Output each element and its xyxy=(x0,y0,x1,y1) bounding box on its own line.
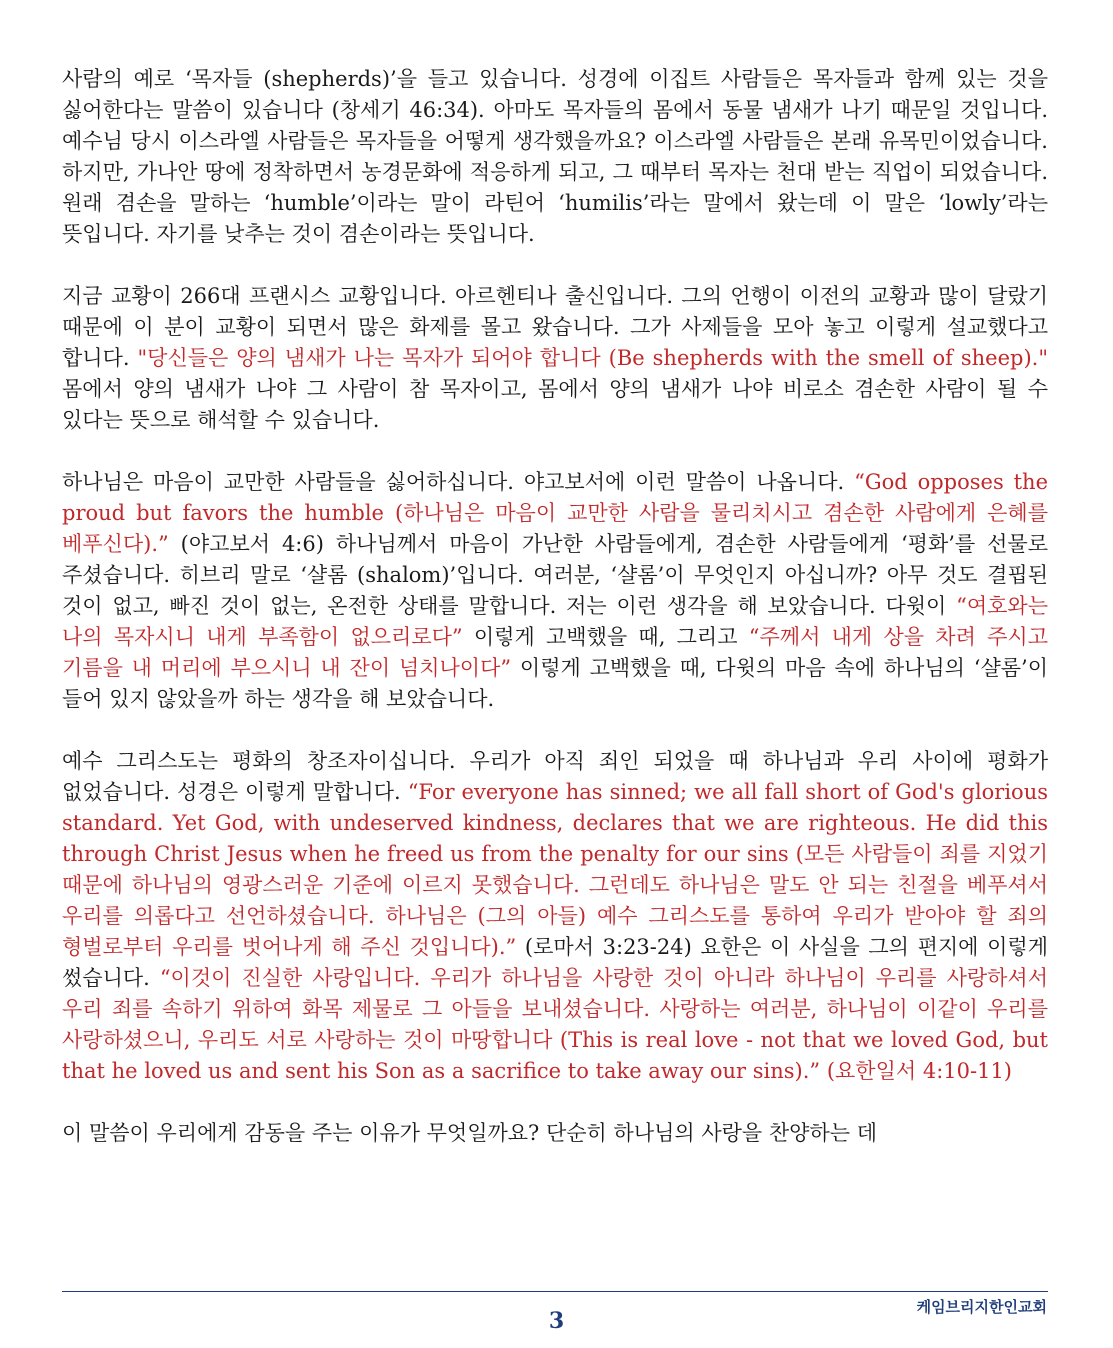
body-text: 이렇게 고백했을 때, 다윗의 마음 속에 하나님의 ‘샬롬’이 들어 있지 않았을까 하는 생각을 해 보았습니다. xyxy=(62,656,1048,711)
scripture-quote: “이것이 진실한 사랑입니다. 우리가 하나님을 사랑한 것이 아니라 하나님이 우리를 사랑하셔서 우리 죄를 속하기 위하여 화목 제물로 그 아들을 보내셨습니다. 사랑하는 여러분, 하나님이 이같이 우리를 사랑하셨으니, 우리도 서로 사랑하는 것이 마땅합니다 (This is real love - not that we loved God, but that he loved us and sent his Son as a sacrifice to take away our sins).” xyxy=(62,966,1048,1083)
body-text: 몸에서 양의 냄새가 나야 그 사람이 참 목자이고, 몸에서 양의 냄새가 나야 비로소 겸손한 사람이 될 수 있다는 뜻으로 해석할 수 있습니다. xyxy=(62,377,1048,432)
body-text: (로마서 3:23-24) 요한은 이 사실을 그의 편지에 이렇게 썼습니다. xyxy=(62,935,1048,990)
scripture-quote: “For everyone has sinned; we all fall short of God's glorious standard. Yet God, with undeserved kindness, declares that we are righteous. He did this through Christ Jesus when he freed us from the penalty for our sins (모든 사람들이 죄를 지었기 때문에 하나님의 영광스러운 기준에 이르지 못했습니다. 그런데도 하나님은 말도 안 되는 친절을 베푸셔서 우리를 의롭다고 선언하셨습니다. 하나님은 (그의 아들) 예수 그리스도를 통하여 우리가 받아야 할 죄의 형벌로부터 우리를 벗어나게 해 주신 것입니다).” xyxy=(62,780,1048,959)
scripture-quote: (요한일서 4:10-11) xyxy=(820,1059,1012,1083)
body-text: 예수 그리스도는 평화의 창조자이십니다. 우리가 아직 죄인 되었을 때 하나님과 우리 사이에 평화가 없었습니다. 성경은 이렇게 말합니다. xyxy=(62,749,1048,804)
body-text: (야고보서 4:6) 하나님께서 마음이 가난한 사람들에게, 겸손한 사람들에게 ‘평화’를 선물로 주셨습니다. 히브리 말로 ‘샬롬 (shalom)’입니다. 여러분, ‘샬롬’이 무엇인지 아십니까? 아무 것도 결핍된 것이 없고, 빠진 것이 없는, 온전한 상태를 말합니다. 저는 이런 생각을 해 보았습니다. 다윗이 xyxy=(62,532,1048,618)
body-content xyxy=(62,64,1048,1180)
paragraph-4 xyxy=(62,746,1048,1087)
scripture-quote: "당신들은 양의 냄새가 나는 목자가 되어야 합니다 (Be shepherds with the smell of sheep)." xyxy=(137,346,1048,370)
paragraph-2 xyxy=(62,281,1048,436)
body-text: 하나님은 마음이 교만한 사람들을 싫어하십니다. 야고보서에 이런 말씀이 나옵니다. xyxy=(62,470,855,494)
paragraph-3 xyxy=(62,467,1048,715)
scripture-quote: “주께서 내게 상을 차려 주시고 기름을 내 머리에 부으시니 내 잔이 넘치나이다” xyxy=(62,625,1048,680)
footer-church-name: 케임브리지한인교회 xyxy=(916,1298,1047,1316)
page-number: 3 xyxy=(548,1308,565,1334)
body-text: 지금 교황이 266대 프랜시스 교황입니다. 아르헨티나 출신입니다. 그의 언행이 이전의 교황과 많이 달랐기 때문에 이 분이 교황이 되면서 많은 화제를 몰고 왔습니다. 그가 사제들을 모아 놓고 이렇게 설교했다고 합니다. xyxy=(62,284,1048,370)
paragraph-5 xyxy=(62,1118,1048,1149)
body-text: 사람의 예로 ‘목자들 (shepherds)’을 들고 있습니다. 성경에 이집트 사람들은 목자들과 함께 있는 것을 싫어한다는 말씀이 있습니다 (창세기 46:34). 아마도 목자들의 몸에서 동물 냄새가 나기 때문일 것입니다. 예수님 당시 이스라엘 사람들은 목자들을 어떻게 생각했을까요? 이스라엘 사람들은 본래 유목민이었습니다. 하지만, 가나안 땅에 정착하면서 농경문화에 적응하게 되고, 그 때부터 목자는 천대 받는 직업이 되었습니다. 원래 겸손을 말하는 ‘humble’이라는 말이 라틴어 ‘humilis’라는 말에서 왔는데 이 말은 ‘lowly’라는 뜻입니다. 자기를 낮추는 것이 겸손이라는 뜻입니다. xyxy=(62,67,1048,246)
body-text: 이렇게 고백했을 때, 그리고 xyxy=(462,625,749,649)
scripture-quote: “여호와는 나의 목자시니 내게 부족함이 없으리로다” xyxy=(62,594,1048,649)
scripture-quote: “God opposes the proud but favors the humble (하나님은 마음이 교만한 사람을 물리치시고 겸손한 사람에게 은혜를 베푸신다).” xyxy=(62,470,1048,556)
paragraph-1 xyxy=(62,64,1048,250)
footer-divider xyxy=(62,1291,1048,1292)
body-text: 이 말씀이 우리에게 감동을 주는 이유가 무엇일까요? 단순히 하나님의 사랑을 찬양하는 데 xyxy=(62,1121,877,1145)
